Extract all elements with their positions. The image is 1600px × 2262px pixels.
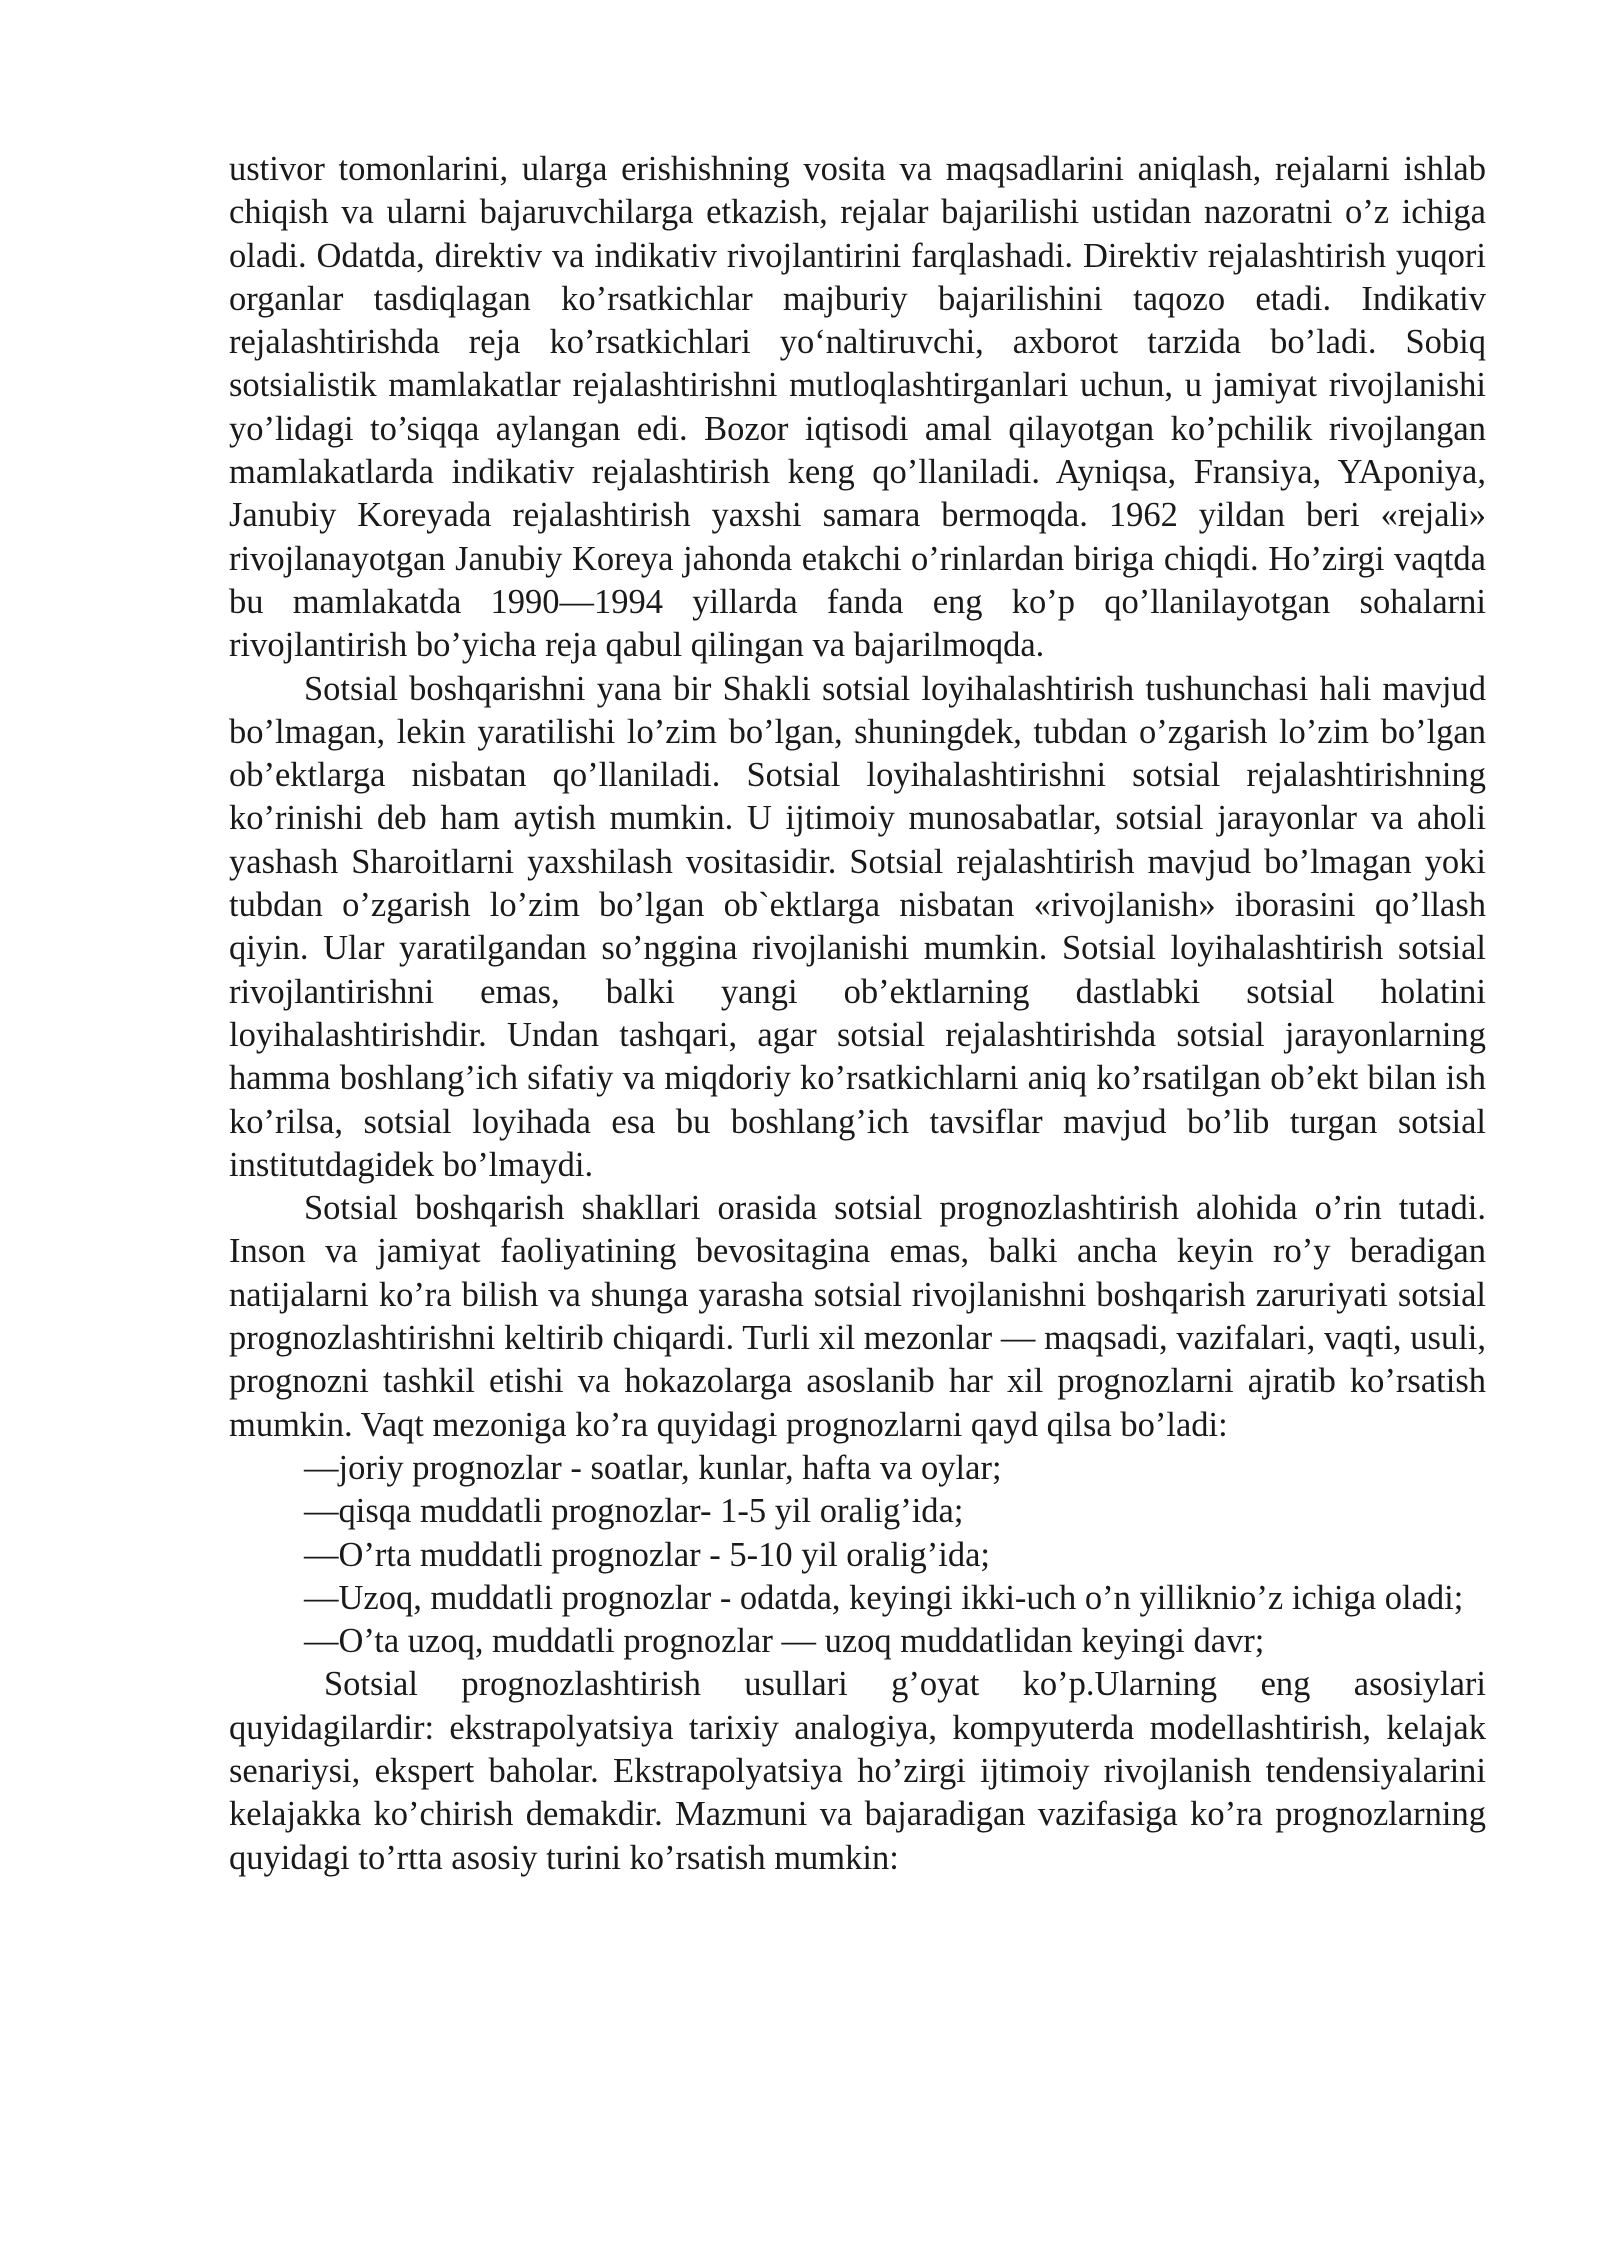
- paragraph-forecasting-methods: Sotsial prognozlashtirish usullari g’oyat ko’p.Ularning eng asosiylari quyidagilardir: ekstrapolyatsiya tarixiy analogiya, kompyuterda modellashtirish, kelajak senariysi, ekspert baholar. Ekstrapolyatsiya ho’zirgi ijtimoiy rivojlanish tendensiyalarini kelajakka ko’chirish demakdir. Mazmuni va bajaradigan vazifasiga ko’ra prognozlarning quyidagi to’rtta asosiy turini ko’rsatish mumkin:: [229, 1665, 1486, 1877]
- list-item-long-term-forecasts: —Uzoq, muddatli prognozlar - odatda, keyingi ikki-uch o’n yilliknio’z ichiga oladi;: [304, 1578, 1464, 1617]
- paragraph-social-design: Sotsial boshqarishni yana bir Shakli sotsial loyihalashtirish tushunchasi hali mavjud bo’lmagan, lekin yaratilishi lo’zim bo’lgan, shuningdek, tubdan o’zgarish lo’zim bo’lgan ob’ektlarga nisbatan qo’llaniladi. Sotsial loyihalashtirishni sotsial rejalashtirishning ko’rinishi deb ham aytish mumkin. U ijtimoiy munosabatlar, sotsial jarayonlar va aholi yashash Sharoitlarni yaxshilash vositasidir. Sotsial rejalashtirish mavjud bo’lmagan yoki tubdan o’zgarish lo’zim bo’lgan ob`ektlarga nisbatan «rivojlanish» iborasini qo’llash qiyin. Ular yaratilgandan so’nggina rivojlanishi mumkin. Sotsial loyihalashtirish sotsial rivojlantirishni emas, balki yangi ob’ektlarning dastlabki sotsial holatini loyihalashtirishdir. Undan tashqari, agar sotsial rejalashtirishda sotsial jarayonlarning hamma boshlang’ich sifatiy va miqdoriy ko’rsatkichlarni aniq ko’rsatilgan ob’ekt bilan ish ko’rilsa, sotsial loyihada esa bu boshlang’ich tavsiflar mavjud bo’lib turgan sotsial institutdagidek bo’lmaydi.: [229, 669, 1486, 1184]
- document-page: [229, 148, 1486, 1880]
- paragraph-social-forecasting: Sotsial boshqarish shakllari orasida sotsial prognozlashtirish alohida o’rin tutadi. Inson va jamiyat faoliyatining bevositagina emas, balki ancha keyin ro’y beradigan natijalarni ko’ra bilish va shunga yarasha sotsial rivojlanishni boshqarish zaruriyati sotsial prognozlashtirishni keltirib chiqardi. Turli xil mezonlar — maqsadi, vazifalari, vaqti, usuli, prognozni tashkil etishi va hokazolarga asoslanib har xil prognozlarni ajratib ko’rsatish mumkin. Vaqt mezoniga ko’ra quyidagi prognozlarni qayd qilsa bo’ladi:: [229, 1189, 1486, 1444]
- list-item-very-long-term-forecasts: —O’ta uzoq, muddatli prognozlar — uzoq muddatlidan keyingi davr;: [304, 1622, 1265, 1661]
- list-item-current-forecasts: —joriy prognozlar - soatlar, kunlar, hafta va oylar;: [304, 1448, 1002, 1487]
- paragraph-planning-continued: ustivor tomonlarini, ularga erishishning vosita va maqsadlarini aniqlash, rejalarni ishlab chiqish va ularni bajaruvchilarga etkazish, rejalar bajarilishi ustidan nazoratni o’z ichiga oladi. Odatda, direktiv va indikativ rivojlantirini farqlashadi. Direktiv rejalashtirish yuqori organlar tasdiqlagan ko’rsatkichlar majburiy bajarilishini taqozo etadi. Indikativ rejalashtirishda reja ko’rsatkichlari yo‘naltiruvchi, axborot tarzida bo’ladi. Sobiq sotsialistik mamlakatlar rejalashtirishni mutloqlashtirganlari uchun, u jamiyat rivojlanishi yo’lidagi to’siqqa aylangan edi. Bozor iqtisodi amal qilayotgan ko’pchilik rivojlangan mamlakatlarda indikativ rejalashtirish keng qo’llaniladi. Ayniqsa, Fransiya, YAponiya, Janubiy Koreyada rejalashtirish yaxshi samara bermoqda. 1962 yildan beri «rejali» rivojlanayotgan Janubiy Koreya jahonda etakchi o’rinlardan biriga chiqdi. Ho’zirgi vaqtda bu mamlakatda 1990—1994 yillarda fanda eng ko’p qo’llanilayotgan sohalarni rivojlantirish bo’yicha reja qabul qilingan va bajarilmoqda.: [229, 150, 1486, 665]
- list-item-short-term-forecasts: —qisqa muddatli prognozlar- 1-5 yil oralig’ida;: [304, 1492, 964, 1531]
- list-item-medium-term-forecasts: —O’rta muddatli prognozlar - 5-10 yil oralig’ida;: [304, 1535, 990, 1574]
